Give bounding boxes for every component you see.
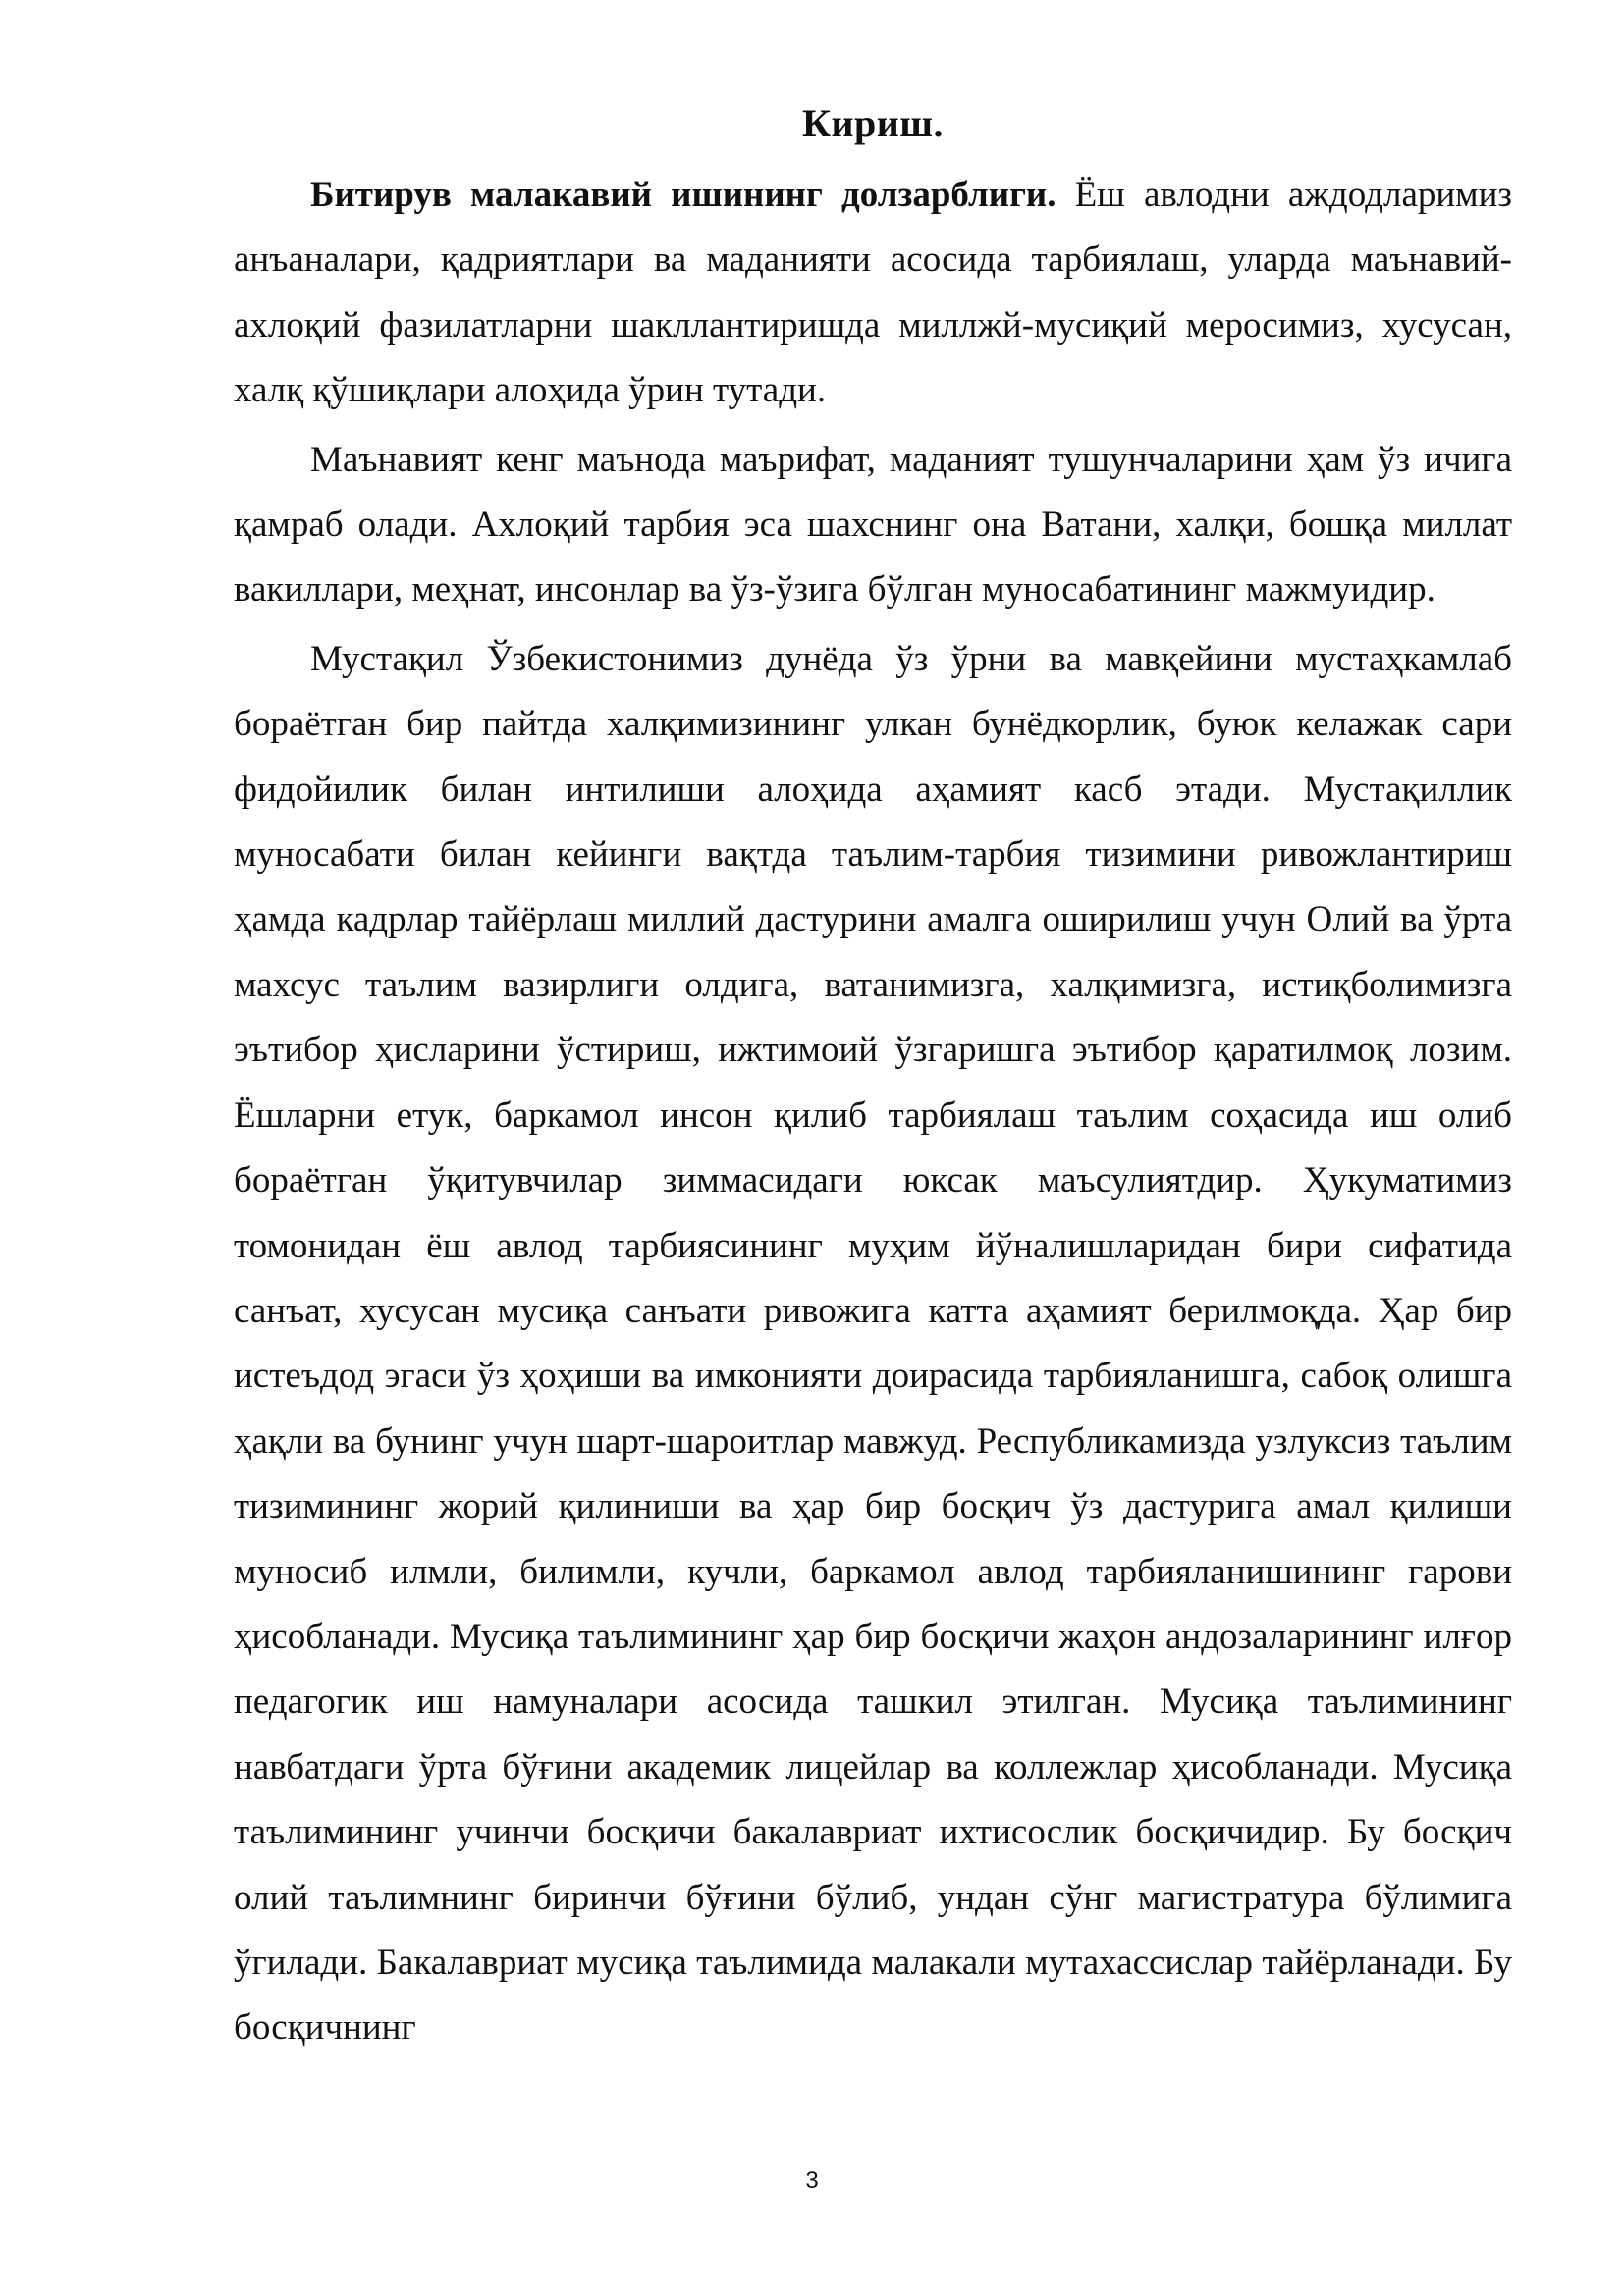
paragraph-text: Маънавият кенг маънода маърифат, маданият тушунчаларини ҳам ўз ичига қамраб олади. Ахлоқий тарбия эса шахснинг она Ватани, халқи, бошқа миллат вакиллари, меҳнат, инсонлар ва ўз-ўзига бўлган муносабатининг мажмуидир. [234, 439, 1512, 611]
paragraph-text: Мустақил Ўзбекистонимиз дунёда ўз ўрни ва мавқейини мустаҳкамлаб бораётган бир пайтда халқимизининг улкан бунёдкорлик, буюк келажак сари фидойилик билан интилиши алоҳида аҳамият касб этади. Мустақиллик муносабати билан кейинги вақтда таълим-тарбия тизимини ривожлантириш ҳамда кадрлар тайёрлаш миллий дастурини амалга оширилиш учун Олий ва ўрта махсус таълим вазирлиги олдига, ватанимизга, халқимизга, истиқболимизга эътибор ҳисларини ўстириш, ижтимоий ўзгаришга эътибор қаратилмоқ лозим. Ёшларни етук, баркамол инсон қилиб тарбиялаш таълим соҳасида иш олиб бораётган ўқитувчилар зиммасидаги юксак маъсулиятдир. Ҳукуматимиз томонидан ёш авлод тарбиясининг муҳим йўналишларидан бири сифатида санъат, хусусан мусиқа санъати ривожига катта аҳамият берилмоқда. Ҳар бир истеъдод эгаси ўз ҳоҳиши ва имконияти доирасида тарбияланишга, сабоқ олишга ҳақли ва бунинг учун шарт-шароитлар мавжуд. Республикамизда узлуксиз таълим тизимининг жорий қилиниши ва ҳар бир босқич ўз дастурига амал қилиши муносиб илмли, билимли, кучли, баркамол авлод тарбияланишининг гарови ҳисобланади. Мусиқа таълимининг ҳар бир босқичи жаҳон андозаларининг илғор педагогик иш намуналари асосида ташкил этилган. Мусиқа таълимининг навбатдаги ўрта бўғини академик лицейлар ва коллежлар ҳисобланади. Мусиқа таълимининг учинчи босқичи бакалавриат ихтисослик босқичидир. Бу босқич олий таълимнинг биринчи бўғини бўлиб, ундан сўнг магистратура бўлимига ўгилади. Бакалавриат мусиқа таълимида малакали мутахассислар тайёрланади. Бу босқичнинг [234, 638, 1512, 2049]
paragraph-spirituality [234, 428, 1512, 623]
paragraph-lead: Битирув малакавий ишининг долзарблиги. [310, 175, 1056, 215]
page-content [234, 94, 1512, 2065]
page-title: Кириш. [801, 101, 945, 145]
paragraph-independence [234, 627, 1512, 2061]
paragraph-text: Ёш авлодни аждодларимиз анъаналари, қадриятлари ва маданияти асосида тарбиялаш, уларда маънавий-ахлоқий фазилатларни шакллантиришда миллжй-мусиқий меросимиз, хусусан, халқ қўшиқлари алоҳида ўрин тутади. [234, 175, 1512, 411]
page-number: 3 [805, 2167, 819, 2194]
paragraph-relevance [234, 163, 1512, 424]
